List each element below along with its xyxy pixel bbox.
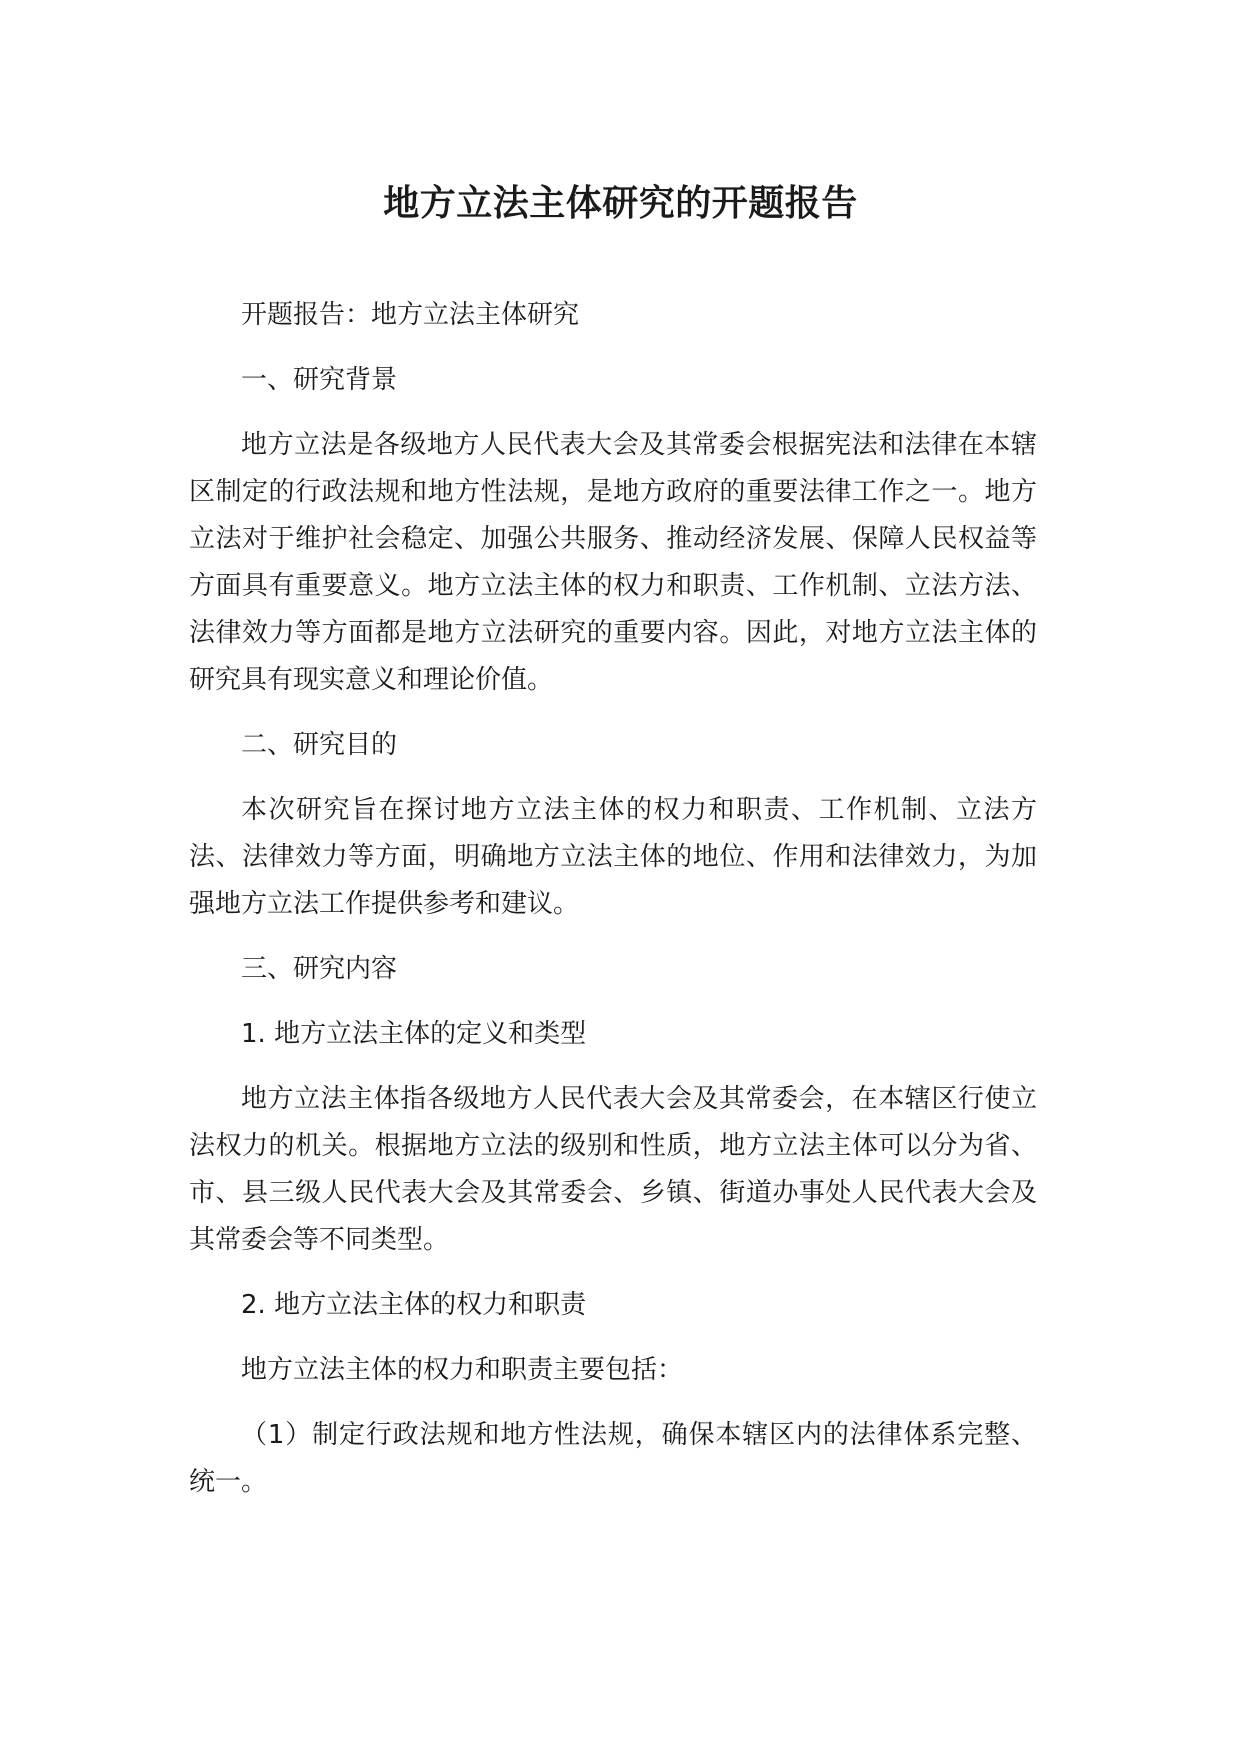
paragraph-background: 地方立法是各级地方人民代表大会及其常委会根据宪法和法律在本辖区制定的行政法规和地方性法规，是地方政府的重要法律工作之一。地方立法对于维护社会稳定、加强公共服务、推动经济发展、保障人民权益等方面具有重要意义。地方立法主体的权力和职责、工作机制、立法方法、法律效力等方面都是地方立法研究的重要内容。因此，对地方立法主体的研究具有现实意义和理论价值。 — [189, 430, 1037, 695]
paragraph-definition: 地方立法主体指各级地方人民代表大会及其常委会，在本辖区行使立法权力的机关。根据地方立法的级别和性质，地方立法主体可以分为省、市、县三级人民代表大会及其常委会、乡镇、街道办事处人民代表大会及其常委会等不同类型。 — [189, 1084, 1037, 1255]
paragraph-powers-intro: 地方立法主体的权力和职责主要包括： — [241, 1355, 684, 1385]
report-subtitle: 开题报告：地方立法主体研究 — [241, 300, 580, 330]
document-title: 地方立法主体研究的开题报告 — [383, 183, 858, 224]
document-body — [189, 292, 1037, 1524]
section-heading-background: 一、研究背景 — [241, 365, 398, 395]
subheading-definition: 1. 地方立法主体的定义和类型 — [241, 1019, 587, 1049]
paragraph-purpose: 本次研究旨在探讨地方立法主体的权力和职责、工作机制、立法方法、法律效力等方面，明确地方立法主体的地位、作用和法律效力，为加强地方立法工作提供参考和建议。 — [189, 795, 1037, 919]
subheading-powers: 2. 地方立法主体的权力和职责 — [241, 1290, 587, 1320]
section-heading-purpose: 二、研究目的 — [241, 730, 398, 760]
section-heading-content: 三、研究内容 — [241, 954, 398, 984]
paragraph-powers-item-1: （1）制定行政法规和地方性法规，确保本辖区内的法律体系完整、统一。 — [189, 1420, 1037, 1497]
